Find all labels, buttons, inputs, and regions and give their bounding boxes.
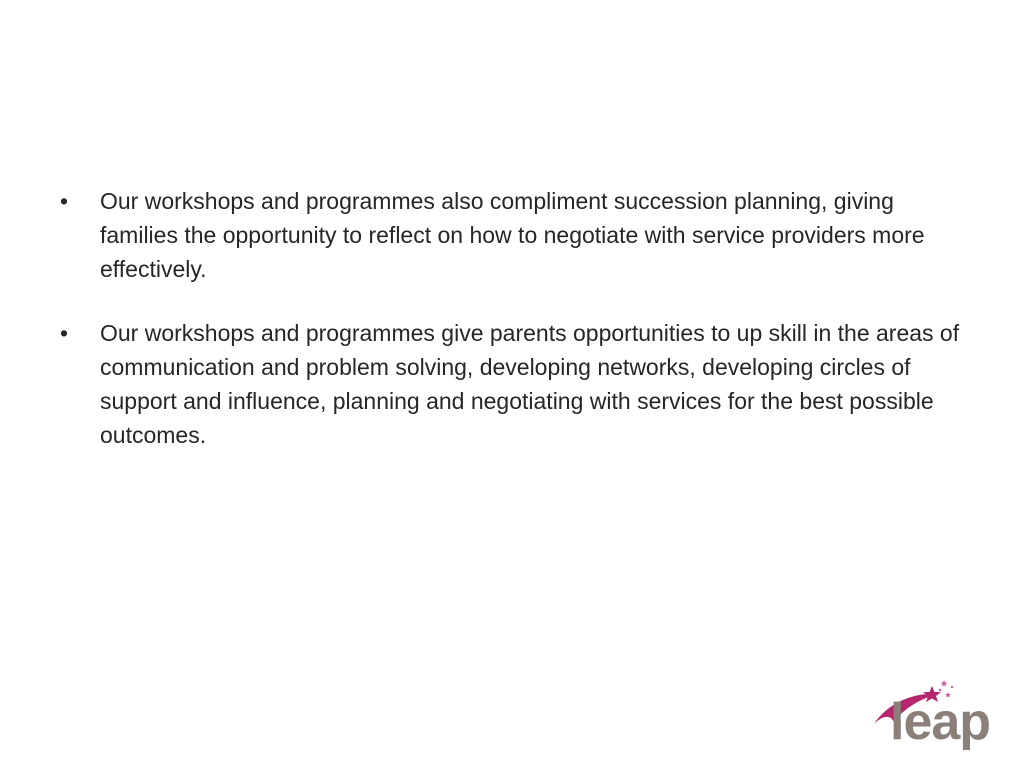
bullet-item — [56, 184, 966, 286]
logo-wordmark: leap — [890, 693, 991, 751]
sparkle-dot-icon — [951, 686, 953, 688]
sparkle-icon — [941, 680, 948, 687]
sparkle-dot-icon — [939, 689, 941, 691]
bullet-marker: • — [60, 320, 69, 346]
bullet-item — [56, 316, 966, 452]
bullet-marker: • — [60, 188, 69, 214]
bullet-list — [56, 184, 966, 482]
bullet-text: Our workshops and programmes give parents opportunities to up skill in the areas of communication and problem solving, developing networks, developing circles of support and influence, planning and negotiating with services for the best possible outcomes. — [100, 320, 960, 448]
leap-logo — [868, 678, 1000, 754]
bullet-text: Our workshops and programmes also compliment succession planning, giving families the opportunity to reflect on how to negotiate with service providers more effectively. — [100, 188, 925, 282]
